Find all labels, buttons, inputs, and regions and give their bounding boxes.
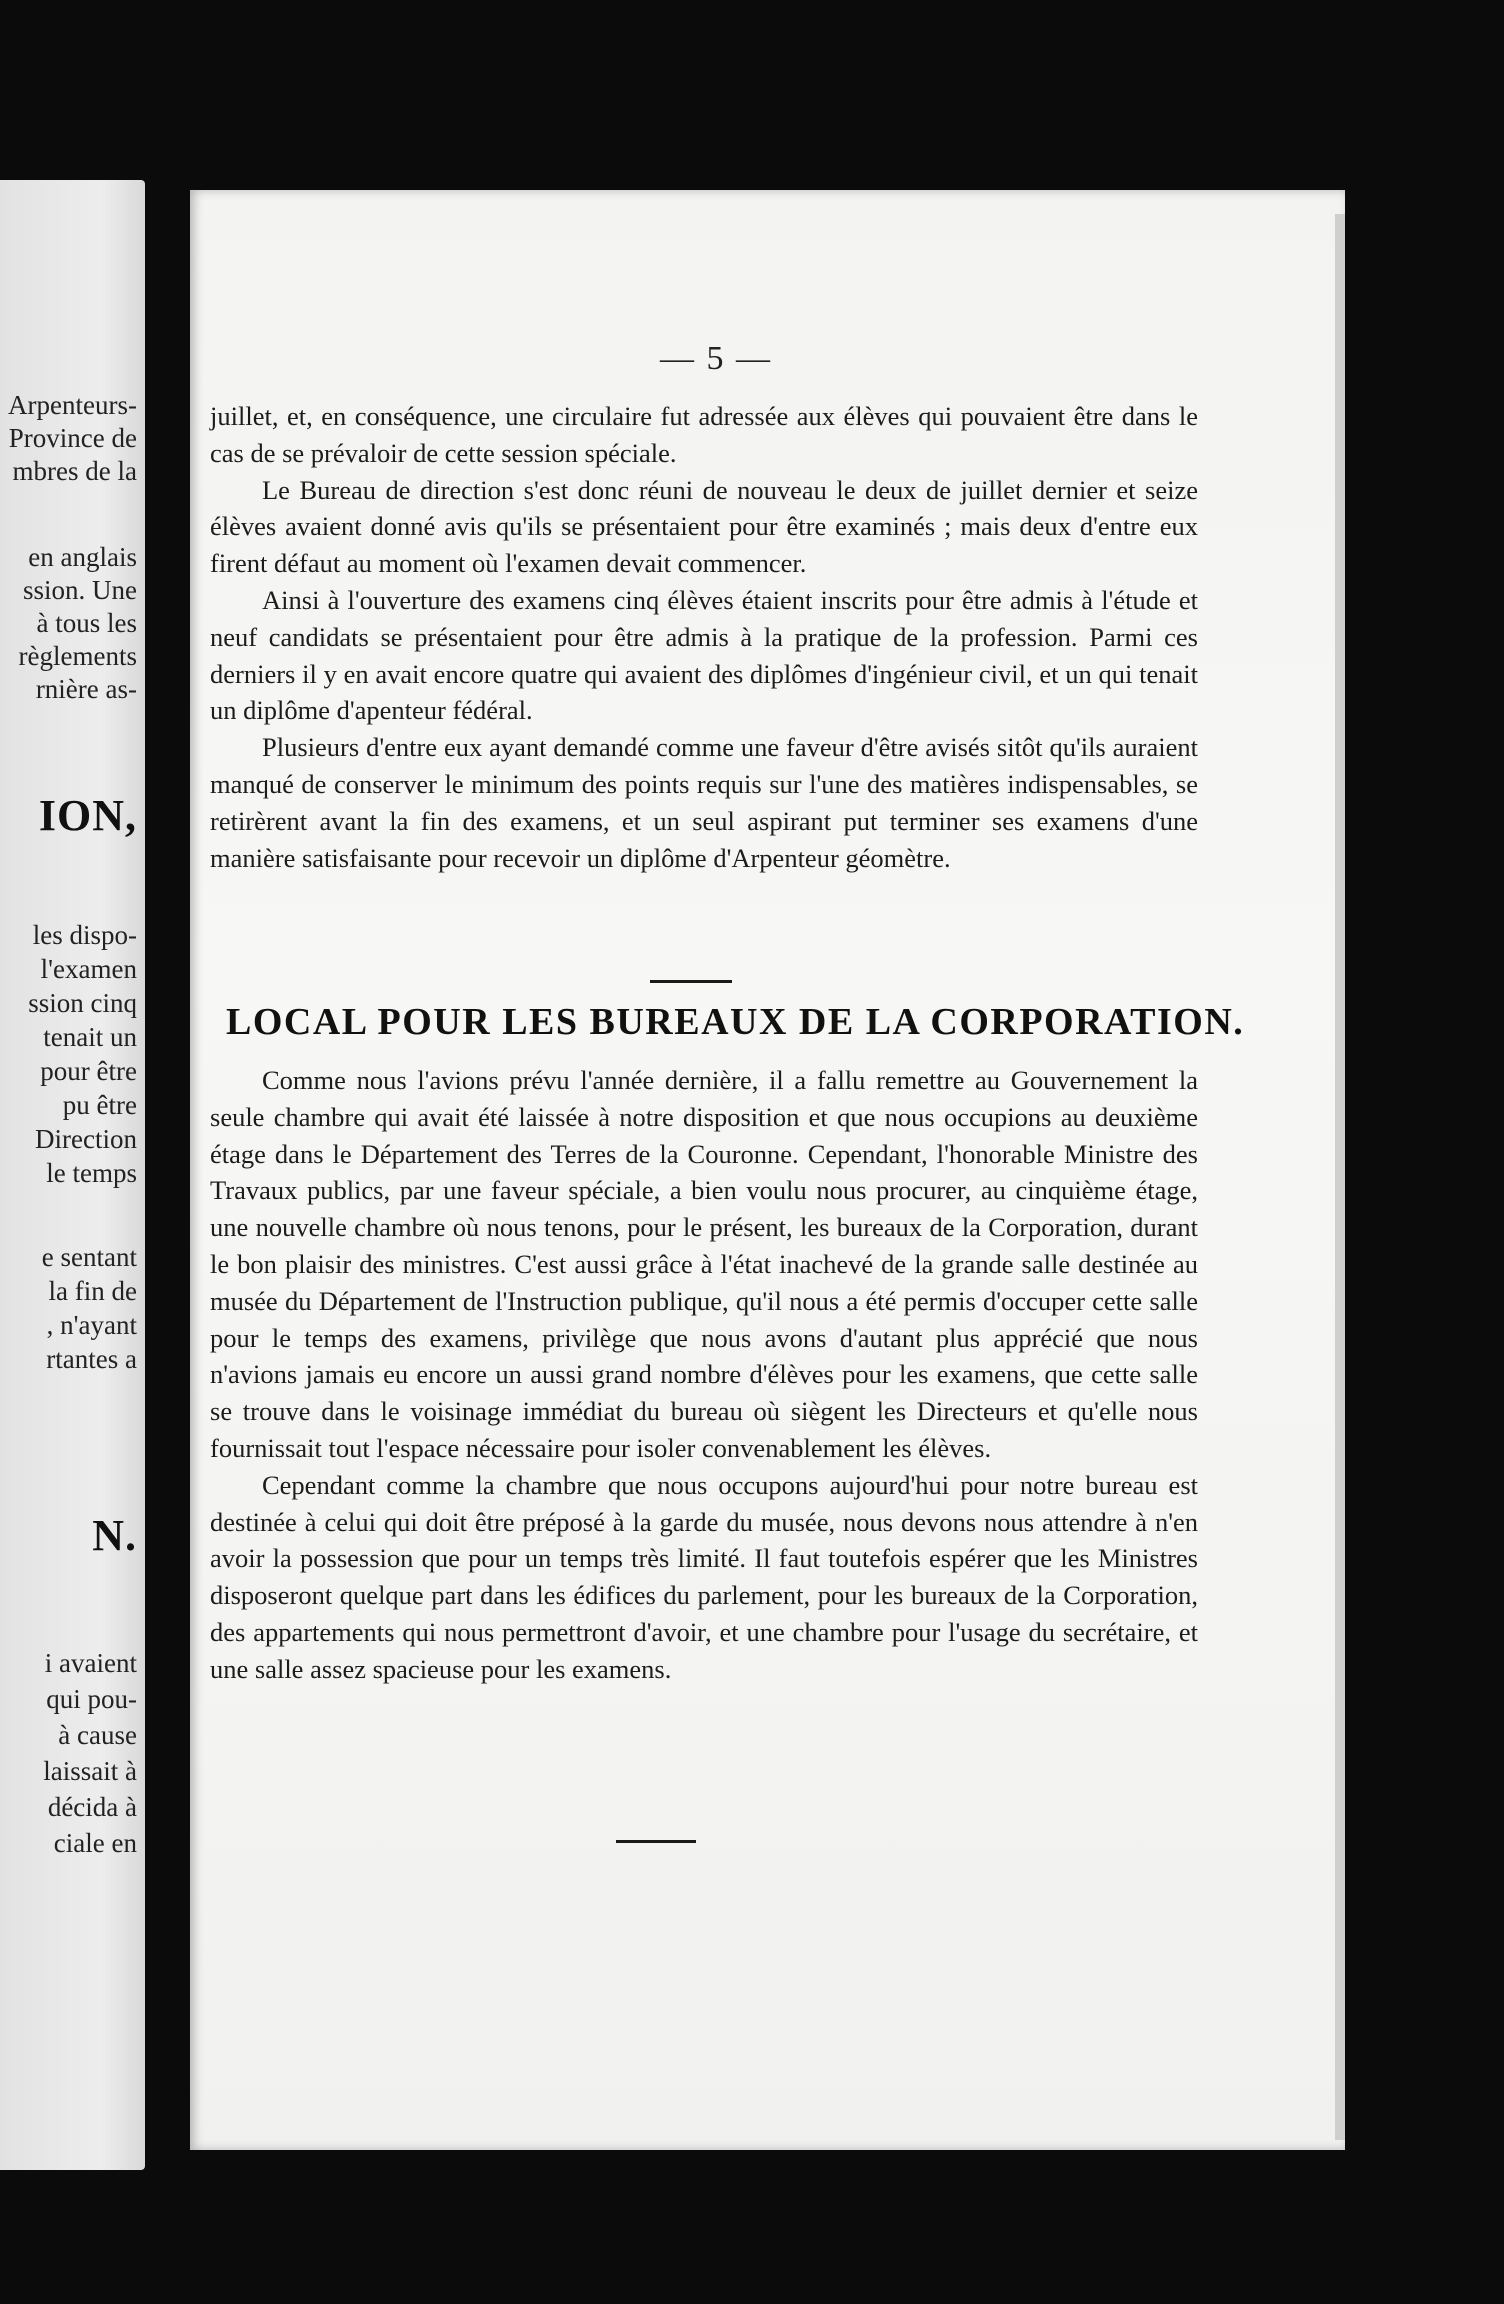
page-number: — 5 — (660, 340, 772, 377)
left-page-line: tenait un (43, 1022, 137, 1052)
left-page-line: pour être (40, 1056, 137, 1086)
left-page-line: l'examen (40, 954, 137, 984)
left-page-line: i avaient (44, 1648, 137, 1678)
left-page-heading: ION, (38, 791, 137, 840)
left-page-line: ciale en (53, 1828, 137, 1858)
left-page-line: règlements (18, 641, 137, 671)
left-page-line: pu être (62, 1090, 137, 1120)
left-page-line: les dispo- (32, 920, 137, 950)
paragraph: juillet, et, en conséquence, une circulaire fut adressée aux élèves qui pouvaient être dans le cas de se prévaloir de cette session spéciale. (210, 401, 1198, 468)
left-page-line: à tous les (36, 608, 137, 638)
left-page-line: la fin de (48, 1276, 137, 1306)
paragraph: Ainsi à l'ouverture des examens cinq élèves étaient inscrits pour être admis à l'étude et neuf candidats se présentaient pour être admis à la pratique de la profession. Parmi ces derniers il y en avait encore quatre qui avaient des diplômes d'ingénieur civil, et un qui tenait un diplôme d'apenteur fédéral. (210, 584, 1198, 726)
left-page-line: Direction (35, 1124, 137, 1154)
end-divider (616, 1840, 696, 1843)
left-page-line: rtantes a (46, 1344, 137, 1374)
left-page-line: à cause (58, 1720, 137, 1750)
left-page-line: e sentant (41, 1242, 137, 1272)
body-text-section-2 (210, 1062, 1198, 1688)
section-divider (650, 980, 732, 983)
left-page-line: qui pou- (46, 1684, 137, 1714)
left-page-line: décida à (47, 1792, 137, 1822)
section-heading: LOCAL POUR LES BUREAUX DE LA CORPORATION. (226, 1001, 1245, 1043)
paragraph: Plusieurs d'entre eux ayant demandé comme une faveur d'être avisés sitôt qu'ils auraient manqué de conserver le minimum des points requis sur l'une des matières indispensables, se retirèrent avant la fin des examens, et un seul aspirant put terminer ses examens d'une manière satisfaisante pour recevoir un diplôme d'Arpenteur géomètre. (210, 732, 1198, 873)
paragraph: Le Bureau de direction s'est donc réuni de nouveau le deux de juillet dernier et seize élèves avaient donné avis qu'ils se présentaient pour être examinés ; mais deux d'entre eux firent défaut au moment où l'examen devait commencer. (210, 474, 1198, 579)
left-page-heading: N. (92, 1511, 137, 1560)
previous-page-fragment (0, 180, 145, 2170)
left-page-line: laissait à (43, 1756, 137, 1786)
left-page-line: rnière as- (35, 674, 137, 704)
left-page-line: , n'ayant (46, 1310, 137, 1340)
left-page-line: le temps (46, 1158, 137, 1188)
left-page-line: en anglais (28, 542, 137, 572)
paragraph: Comme nous l'avions prévu l'année dernière, il a fallu remettre au Gouvernement la seule chambre qui avait été laissée à notre disposition et que nous occupions au deuxième étage dans le Département des Terres de la Couronne. Cependant, l'honorable Ministre des Travaux publics, par une faveur spéciale, a bien voulu nous procurer, au cinquième étage, une nouvelle chambre où nous tenons, pour le présent, les bureaux de la Corporation, durant le bon plaisir des ministres. C'est aussi grâce à l'état inachevé de la grande salle destinée au musée du Département de l'Instruction publique, qu'il nous a été permis d'occuper cette salle pour le temps des examens, privilège que nous avons d'autant plus apprécié que nous n'avions jamais eu encore un aussi grand nombre d'élèves pour les examens, que cette salle se trouve dans le voisinage immédiat du bureau où siègent les Directeurs et qu'elle nous fournissait tout l'espace nécessaire pour isoler convenablement les élèves. (210, 1065, 1198, 1463)
left-page-line: Arpenteurs- (8, 390, 137, 420)
paragraph: Cependant comme la chambre que nous occupons aujourd'hui pour notre bureau est destinée à celui qui doit être préposé à la garde du musée, nous devons nous attendre à n'en avoir la possession que pour un temps très limité. Il faut toutefois espérer que les Ministres disposeront quelque part dans les édifices du parlement, pour les bureaux de la Corporation, des appartements qui nous permettront d'avoir, et une chambre pour l'usage du secrétaire, et une salle assez spacieuse pour les examens. (210, 1469, 1198, 1684)
left-page-line: Province de (8, 423, 137, 453)
page-edge (1335, 214, 1345, 2140)
left-page-line: ssion cinq (28, 988, 137, 1018)
left-page-line: ssion. Une (23, 575, 137, 605)
left-page-line: mbres de la (12, 456, 137, 486)
body-text-section-1 (210, 398, 1198, 876)
